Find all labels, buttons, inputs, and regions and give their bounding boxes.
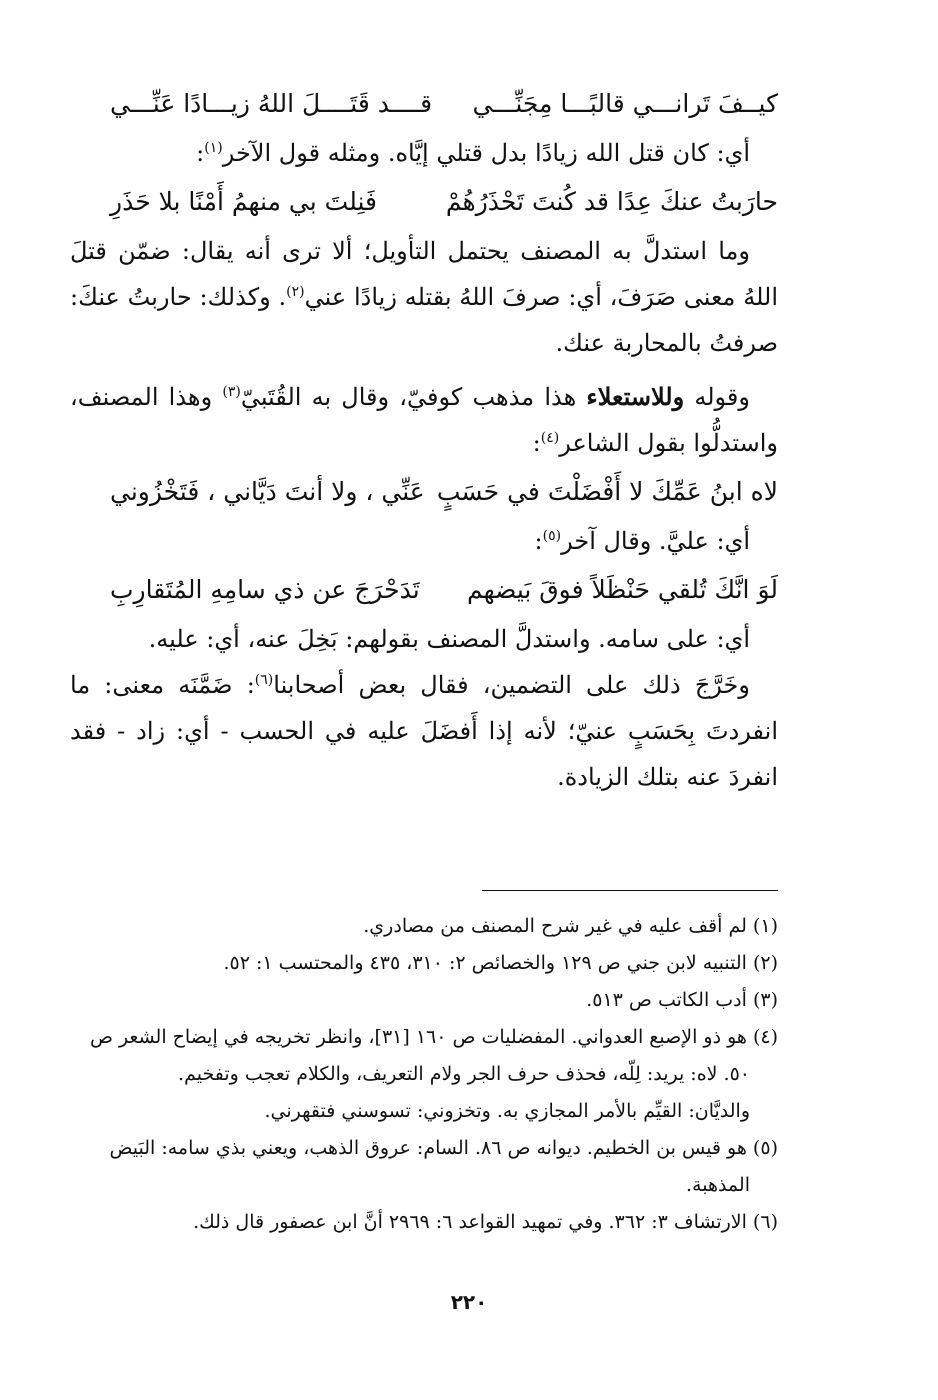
- verse-3-first-hemistich: لاه ابنُ عَمِّكَ لا أَفْضَلْتَ في حَسَبٍ: [436, 477, 778, 506]
- footnote-2: [70, 945, 778, 982]
- verse-2-second-hemistich: فَنِلتَ بي منهمُ أَمْنًا بلا حَذَرِ: [110, 187, 377, 216]
- verse-4-first-hemistich: لَوَ انَّكَ تُلقي حَنْظَلاً فوقَ بَيضهم: [467, 575, 778, 604]
- paragraph-1-tail: :: [196, 139, 205, 167]
- footnote-4-line-3: والديَّان: القيِّم بالأمر المجازي به. وتخزوني: تسوسني فتقهرني.: [264, 1100, 750, 1122]
- paragraph-6-text-b: : ضَمَّنَه معنى: ما انفردتَ بِحَسَبٍ عنيّ؛ لأنه إذا أَفضَلَ عليه في الحسب - أي: زاد - فقد انفردَ عنه بتلك الزيادة.: [70, 671, 778, 791]
- page-number: ٢٢٠: [450, 1290, 488, 1314]
- verse-1-second-hemistich: قــــد قَتَــــلَ اللهُ زيـــادًا عَنِّـــي: [110, 89, 433, 118]
- footnote-ref-3[interactable]: (٣): [222, 384, 241, 400]
- verse-2-first-hemistich: حارَبتُ عنكَ عِدًا قد كُنتَ تَحْذَرُهُمْ: [445, 187, 778, 216]
- footnote-3: [70, 982, 778, 1019]
- paragraph-3-text-a: هذا مذهب كوفيّ، وقال به القُتَبيّ: [240, 383, 587, 411]
- paragraph-5-text: أي: على سامه. واستدلَّ المصنف بقولهم: بَخِلَ عنه، أي: عليه.: [148, 625, 750, 653]
- paragraph-3-tail: :: [532, 429, 541, 457]
- footnote-ref-6[interactable]: (٦): [254, 672, 274, 688]
- verse-2: [70, 176, 778, 228]
- verse-4: [70, 564, 778, 616]
- paragraph-2-text-b: . وكذلك: حاربتُ عنكَ: صرفتُ بالمحاربة عنك.: [70, 283, 778, 357]
- footnote-5: [70, 1130, 778, 1204]
- paragraph-4: [70, 518, 778, 564]
- verse-3-second-hemistich: عَنِّي ، ولا أنتَ دَيَّاني ، فَتَخْزُوني: [110, 477, 425, 506]
- paragraph-2-text-a: وما استدلَّ به المصنف يحتمل التأويل؛ ألا ترى أنه يقال: ضمّن قتلَ اللهُ معنى صَرَفَ، أي: صرفَ اللهُ بقتله زيادًا عني: [70, 237, 778, 311]
- paragraph-6-text-a: وخَرَّجَ ذلك على التضمين، فقال بعض أصحابنا: [273, 671, 750, 699]
- verse-4-second-hemistich: تَدَحْرَجَ عن ذي سامِهِ المُتَقارِبِ: [110, 575, 420, 604]
- paragraph-5: [70, 616, 778, 662]
- page-body: [70, 78, 778, 1338]
- footnote-6-line: (٦) الارتشاف ٣: ٣٦٢. وفي تمهيد القواعد ٦: ٢٩٦٩ أنَّ ابن عصفور قال ذلك.: [193, 1211, 778, 1233]
- footnote-4-line-2: ٥٠. لاه: يريد: لِلّه، فحذف حرف الجر ولام التعريف، والكلام تعجب وتفخيم.: [178, 1063, 750, 1085]
- footnote-ref-5[interactable]: (٥): [542, 528, 562, 544]
- footnote-ref-4[interactable]: (٤): [540, 430, 560, 446]
- footnote-5-line-1: (٥) هو قيس بن الخطيم. ديوانه ص ٨٦. السام: عروق الذهب، ويعني بذي سامه: البَيض: [109, 1137, 778, 1159]
- footnote-5-line-2: المذهبة.: [685, 1174, 750, 1196]
- footnotes: [70, 908, 778, 1241]
- verse-1-first-hemistich: كيــفَ تَرانـــي قالبًـــا مِجَنِّـــي: [472, 89, 778, 118]
- footnote-1: [70, 908, 778, 945]
- paragraph-2: [70, 228, 778, 366]
- verse-1: [70, 78, 778, 130]
- paragraph-3-lead: وقوله: [684, 383, 750, 411]
- paragraph-1-text: أي: كان قتل الله زيادًا بدل قتلي إيَّاه. ومثله قول الآخر: [222, 139, 750, 167]
- footnote-ref-1[interactable]: (١): [204, 140, 223, 156]
- footnote-6: [70, 1204, 778, 1241]
- paragraph-1: [70, 130, 778, 176]
- footnote-3-line: (٣) أدب الكاتب ص ٥١٣.: [586, 989, 778, 1011]
- paragraph-3-keyword: وللاستعلاء: [586, 382, 685, 411]
- footnote-2-line: (٢) التنبيه لابن جني ص ١٢٩ والخصائص ٢: ٣١٠، ٤٣٥ والمحتسب ١: ٥٢.: [223, 952, 778, 974]
- verse-3: [70, 466, 778, 518]
- paragraph-4-text: أي: عليَّ. وقال آخر: [561, 527, 750, 555]
- footnote-4-line-1: (٤) هو ذو الإصبع العدواني. المفضليات ص ١٦٠ [٣١]، وانظر تخريجه في إيضاح الشعر ص: [89, 1026, 778, 1048]
- paragraph-6: [70, 662, 778, 800]
- paragraph-3: [70, 374, 778, 466]
- footnote-ref-2[interactable]: (٢): [286, 284, 305, 300]
- paragraph-4-tail: :: [534, 527, 543, 555]
- footnote-separator: [482, 890, 778, 891]
- footnote-1-line: (١) لم أقف عليه في غير شرح المصنف من مصادري.: [363, 915, 778, 937]
- footnote-4: [70, 1019, 778, 1130]
- paragraph-3-text-b: وهذا المصنف، واستدلُّوا بقول الشاعر: [70, 383, 778, 457]
